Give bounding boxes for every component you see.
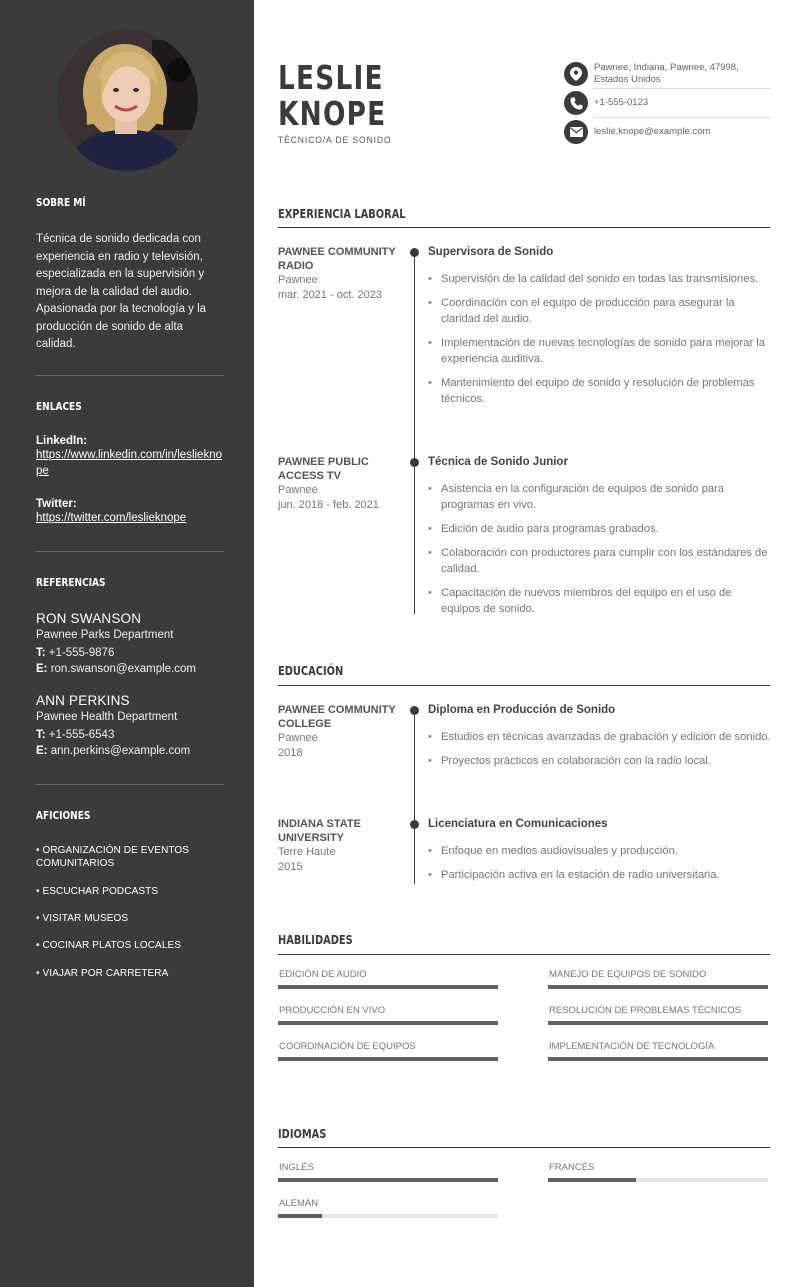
list-item: • Capacitación de nuevos miembros del equipo en el uso de equipos de sonido. [428,585,773,617]
list-item: • Mantenimiento del equipo de sonido y resolución de problemas técnicos. [428,375,773,407]
last-name: KNOPE [278,94,387,133]
candidate-name [278,60,386,132]
section-rule [278,1147,770,1148]
timeline-line [414,252,415,614]
education-list [428,843,773,883]
hobbies-heading: AFICIONES [36,809,91,822]
links-heading: ENLACES [36,400,82,413]
job-role: Supervisora de Sonido [428,246,554,258]
employer-name: PAWNEE PUBLIC ACCESS TV [278,456,369,482]
section-rule [278,685,770,686]
list-item: • Implementación de nuevas tecnologías de sonido para mejorar la experiencia auditiva. [428,335,773,367]
list-item: • Coordinación con el equipo de producción para asegurar la claridad del audio. [428,295,773,327]
skill-bar [548,985,768,989]
skill-bar [548,1057,768,1061]
graduation-year: 2015 [278,861,303,873]
divider [36,375,224,376]
language-bar [278,1178,498,1182]
phone-label: T: [36,647,46,659]
education-meta [278,703,403,761]
hobby-item: • ORGANIZACIÓN DE EVENTOS COMUNITARIOS [36,845,190,869]
phone-text: +1-555-0123 [594,97,649,108]
about-section [36,196,224,209]
reference-item [36,611,224,677]
graduation-year: 2018 [278,747,303,759]
list-item: • Colaboración con productores para cumplir con los estándares de calidad. [428,545,773,577]
language-bar [548,1178,768,1182]
references-heading: REFERENCIAS [36,576,106,589]
skill-bar-fill [278,1057,498,1061]
language-item [548,1162,768,1182]
skill-item [278,969,498,989]
skill-item [548,1041,768,1061]
skill-label: RESOLUCIÓN DE PROBLEMAS TÉCNICOS [549,1005,741,1016]
skill-bar [548,1021,768,1025]
timeline-dot [410,706,419,715]
language-label: ALEMÁN [279,1198,319,1209]
linkedin-label: LinkedIn: [36,435,88,447]
list-item: • Supervisión de la calidad del sonido en todas las transmisiones. [428,271,773,287]
language-bar [278,1214,498,1218]
reference-phone [36,645,224,661]
employment-dates: mar. 2021 - oct. 2023 [278,289,382,301]
reference-phone [36,727,224,743]
language-label: INGLÉS [279,1162,314,1173]
list-item: • Asistencia en la configuración de equipos de sonido para programas en vivo. [428,481,773,513]
education-meta [278,817,403,875]
languages-heading: IDIOMAS [278,1127,327,1141]
skill-bar [278,1021,498,1025]
language-bar-fill [278,1214,322,1218]
envelope-icon [564,120,588,144]
link-linkedin [36,435,224,479]
reference-email [36,661,224,677]
hobby-item: • VIAJAR POR CARRETERA [36,968,169,979]
experience-detail [428,245,773,415]
phone-value: +1-555-9876 [48,647,115,659]
reference-name: ANN PERKINS [36,693,130,708]
skills-heading: HABILIDADES [278,933,353,947]
timeline-dot [410,248,419,257]
twitter-link[interactable]: https://twitter.com/leslieknope [36,512,187,524]
divider [36,784,224,785]
divider [593,88,770,89]
school-location: Pawnee [278,732,318,744]
skill-bar-fill [278,1021,498,1025]
skill-label: EDICIÓN DE AUDIO [279,969,367,980]
skill-bar-fill [548,1057,768,1061]
experience-meta [278,245,403,303]
language-bar-fill [548,1178,636,1182]
duties-list [428,481,773,617]
phone-value: +1-555-6543 [48,729,115,741]
education-detail [428,703,773,777]
timeline-dot [410,820,419,829]
first-name: LESLIE [278,58,384,97]
experience-heading: EXPERIENCIA LABORAL [278,207,406,221]
reference-org: Pawnee Parks Department [36,629,174,641]
email-label: E: [36,663,48,675]
skill-bar-fill [548,985,768,989]
job-role: Técnica de Sonido Junior [428,456,568,468]
reference-name: RON SWANSON [36,611,142,626]
contact-phone [564,91,770,115]
employment-dates: jun. 2018 - feb. 2021 [278,499,379,511]
avatar [57,30,198,171]
sidebar [0,0,254,1287]
reference-item [36,693,224,759]
skill-item [278,1005,498,1025]
language-item [278,1198,498,1218]
list-item: • Enfoque en medios audiovisuales y producción. [428,843,773,859]
email-label: E: [36,745,48,757]
job-title: TÉCNICO/A DE SONIDO [278,135,392,146]
hobby-item: • VISITAR MUSEOS [36,913,129,924]
address-text: Pawnee, Indiana, Pawnee, 47998, Estados Unidos [594,62,739,85]
email-value: ron.swanson@example.com [50,663,196,675]
duties-list [428,271,773,407]
about-heading: SOBRE MÍ [36,196,86,209]
skill-label: COORDINACIÓN DE EQUIPOS [279,1041,416,1052]
contact-email [564,120,770,144]
list-item: • Proyectos prácticos en colaboración con la radio local. [428,753,773,769]
skill-item [278,1041,498,1061]
school-name: PAWNEE COMMUNITY COLLEGE [278,704,396,730]
skill-item [548,1005,768,1025]
experience-meta [278,455,403,513]
experience-detail [428,455,773,625]
list-item: • Participación activa en la estación de radio universitaria. [428,867,773,883]
employer-location: Pawnee [278,484,318,496]
location-pin-icon [564,62,588,86]
skill-item [548,969,768,989]
contact-address [564,62,770,86]
skill-label: IMPLEMENTACIÓN DE TECNOLOGÍA [549,1041,715,1052]
linkedin-link[interactable]: https://www.linkedin.com/in/leslieknope [36,449,222,477]
list-item: • Edición de audio para programas grabados. [428,521,773,537]
language-label: FRANCÉS [549,1162,595,1173]
education-heading: EDUCACIÓN [278,664,344,678]
hobbies-section [36,809,224,822]
link-twitter [36,498,224,526]
email-value: ann.perkins@example.com [50,745,191,757]
language-item [278,1162,498,1182]
skill-bar [278,985,498,989]
skill-label: PRODUCCIÓN EN VIVO [279,1005,386,1016]
list-item: • Estudios en técnicas avanzadas de grabación y edición de sonido. [428,729,773,745]
hobby-item: • COCINAR PLATOS LOCALES [36,940,182,951]
employer-location: Pawnee [278,274,318,286]
section-rule [278,954,770,955]
timeline-dot [410,458,419,467]
language-bar-fill [278,1178,498,1182]
divider [36,551,224,552]
email-text: leslie.knope@example.com [594,126,711,137]
education-list [428,729,773,769]
links-section [36,400,224,413]
divider [593,117,770,118]
phone-label: T: [36,729,46,741]
education-detail [428,817,773,891]
reference-org: Pawnee Health Department [36,711,178,723]
degree-title: Diploma en Producción de Sonido [428,704,616,716]
hobby-item: • ESCUCHAR PODCASTS [36,886,159,897]
school-location: Terre Haute [278,846,336,858]
about-text: Técnica de sonido dedicada con experiencia en radio y televisión, especializada en la supervisión y mejora de la calidad del audio. Apasionada por la tecnología y la producción de sonido de alta calidad. [36,233,207,350]
skill-label: MANEJO DE EQUIPOS DE SONIDO [549,969,707,980]
skill-bar [278,1057,498,1061]
timeline-line [414,710,415,884]
references-section [36,576,224,589]
reference-email [36,743,224,759]
employer-name: PAWNEE COMMUNITY RADIO [278,246,396,272]
school-name: INDIANA STATE UNIVERSITY [278,818,361,844]
twitter-label: Twitter: [36,498,77,510]
skill-bar-fill [548,1021,768,1025]
skill-bar-fill [278,985,498,989]
degree-title: Licenciatura en Comunicaciones [428,818,608,830]
section-rule [278,227,770,228]
phone-icon [564,91,588,115]
